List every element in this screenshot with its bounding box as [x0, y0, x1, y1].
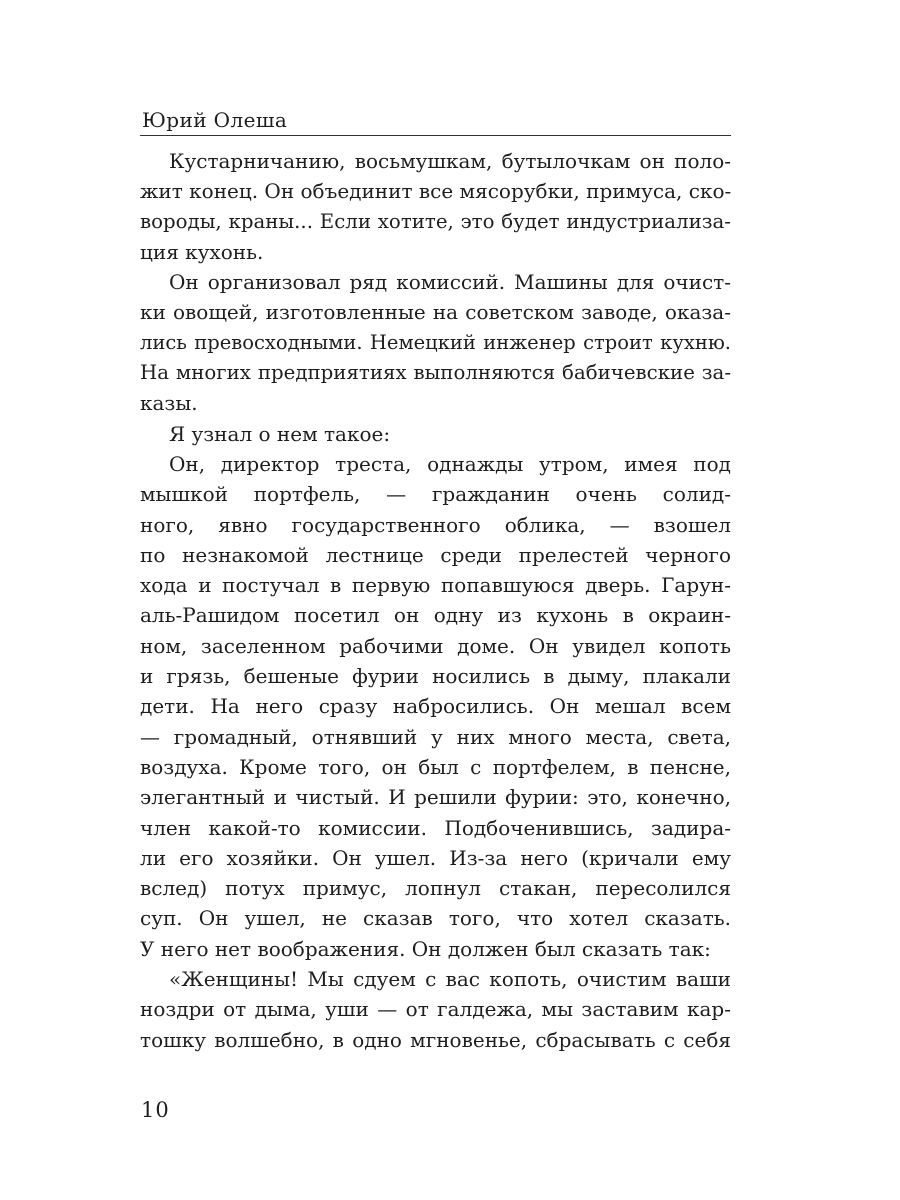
text-line: элегантный и чистый. И решили фурии: это, конечно, — [140, 785, 731, 810]
paragraph-1 — [140, 146, 731, 267]
text-line: ном, заселенном рабочими доме. Он увидел копоть — [140, 633, 731, 658]
text-line: ного, явно государственного облика, — взошел — [140, 512, 731, 537]
running-head-author: Юрий Олеша — [142, 108, 288, 132]
paragraph-3 — [140, 419, 731, 449]
text-line: по незнакомой лестнице среди прелестей черного — [140, 542, 731, 567]
text-line: суп. Он ушел, не сказав того, что хотел сказать. — [140, 906, 731, 931]
text-line: мышкой портфель, — гражданин очень солид- — [140, 482, 731, 507]
text-line: лись превосходными. Немецкий инженер строит кухню. — [140, 330, 731, 354]
text-line: вслед) потух примус, лопнул стакан, пересолился — [140, 876, 731, 901]
text-line: ноздри от дыма, уши — от галдежа, мы заставим кар- — [140, 997, 731, 1022]
text-line: «Женщины! Мы сдуем с вас копоть, очистим ваши — [169, 967, 731, 992]
text-line: Кустарничанию, восьмушкам, бутылочкам он поло- — [169, 149, 731, 173]
text-line: жит конец. Он объединит все мясорубки, примуса, ско- — [140, 179, 732, 204]
text-line: вороды, краны... Если хотите, это будет индустриализа- — [140, 209, 731, 233]
paragraph-2 — [140, 267, 731, 418]
text-line: — громадный, отнявший у них много места, света, — [140, 724, 731, 749]
text-line: дети. На него сразу набросились. Он мешал всем — [140, 694, 731, 719]
text-line: аль-Рашидом посетил он одну из кухонь в окраин- — [140, 603, 731, 628]
running-head — [140, 105, 731, 136]
text-line: тошку волшебно, в одно мгновенье, сбрасывать с себя — [140, 1027, 731, 1052]
paragraph-5 — [140, 964, 731, 1055]
page-number: 10 — [141, 1098, 170, 1122]
paragraph-4 — [140, 449, 731, 964]
body-text — [140, 146, 731, 1055]
text-line: и грязь, бешеные фурии носились в дыму, плакали — [140, 664, 731, 689]
text-line: казы. — [140, 391, 198, 416]
text-line: ки овощей, изготовленные на советском заводе, оказа- — [140, 300, 731, 325]
text-line: У него нет воображения. Он должен был сказать так: — [140, 936, 711, 961]
text-line: член какой-то комиссии. Подбоченившись, задира- — [140, 815, 731, 840]
text-line: хода и постучал в первую попавшуюся дверь. Гарун- — [140, 573, 731, 598]
text-line: На многих предприятиях выполняются бабичевские за- — [140, 361, 731, 385]
text-line: воздуха. Кроме того, он был с портфелем, в пенсне, — [140, 754, 731, 779]
text-line: ли его хозяйки. Он ушел. Из-за него (кричали ему — [140, 845, 731, 870]
text-line: ция кухонь. — [140, 239, 264, 264]
text-line: Он, директор треста, однажды утром, имея под — [169, 451, 731, 476]
text-line: Я узнал о нем такое: — [169, 421, 391, 446]
text-line: Он организовал ряд комиссий. Машины для очист- — [169, 270, 731, 295]
